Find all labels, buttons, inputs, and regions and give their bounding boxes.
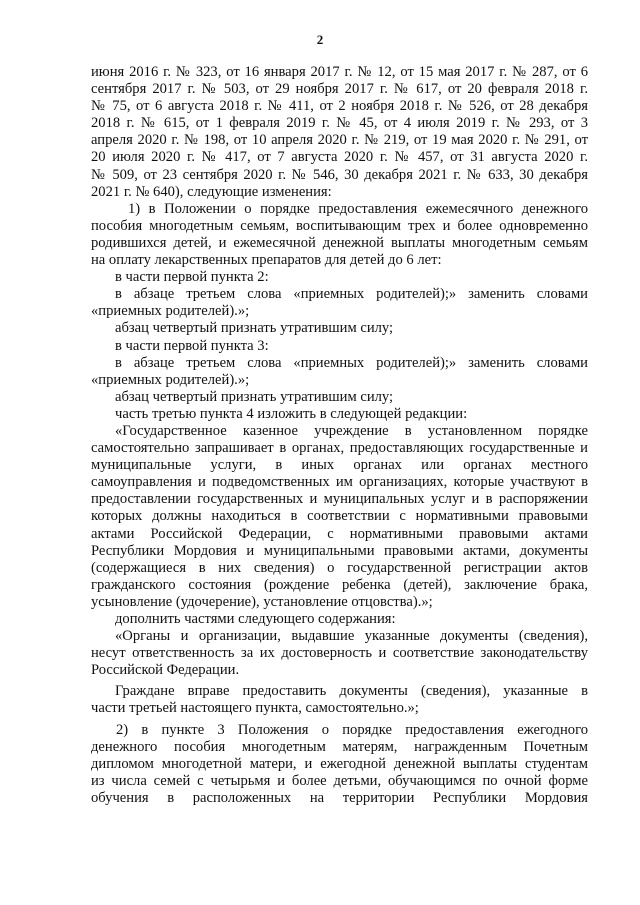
text-line: «Государственное казенное учреждение в установленном порядке bbox=[115, 422, 588, 439]
text-line: часть третью пункта 4 изложить в следующей редакции: bbox=[115, 405, 468, 422]
text-line: «приемных родителей).»; bbox=[91, 371, 250, 388]
text-line: абзац четвертый признать утратившим силу; bbox=[115, 320, 394, 337]
text-line: 1) в Положении о порядке предоставления ежемесячного денежного bbox=[128, 200, 588, 217]
text-line: абзац четвертый признать утратившим силу; bbox=[115, 388, 394, 405]
page-number: 2 bbox=[316, 32, 324, 47]
body-text bbox=[91, 64, 588, 807]
text-line: Российской Федерации. bbox=[91, 662, 240, 679]
text-line: муниципальные услуги, в иных органах или органах местного bbox=[91, 457, 588, 474]
text-line: в части первой пункта 3: bbox=[115, 337, 269, 354]
text-line: сентября 2017 г. № 503, от 29 ноября 2017 г. № 617, от 20 февраля 2018 г. bbox=[91, 81, 588, 98]
text-line: которых должны находиться в соответствии с нормативными правовыми bbox=[91, 508, 588, 525]
text-line: усыновление (удочерение), установление отцовства).»; bbox=[91, 593, 433, 610]
text-line: несут ответственность за их достоверность и соответствие законодательству bbox=[91, 645, 588, 662]
text-line: в части первой пункта 2: bbox=[115, 269, 269, 286]
text-line: дипломом многодетной матери, и ежегодной денежной выплаты студентам bbox=[91, 755, 588, 772]
text-line: (содержащиеся в них сведения) о государственной регистрации актов bbox=[91, 559, 588, 576]
text-line: дополнить частями следующего содержания: bbox=[115, 611, 396, 627]
text-line: № 509, от 23 сентября 2020 г. № 546, 30 декабря 2021 г. № 633, 30 декабря bbox=[91, 166, 588, 183]
text-line: «приемных родителей).»; bbox=[91, 303, 250, 320]
text-line: из числа семей с четырьмя и более детьми, обучающимся по очной форме bbox=[91, 772, 588, 789]
text-line: актами Российской Федерации, с нормативными правовыми актами bbox=[91, 525, 588, 542]
text-line: «Органы и организации, выдавшие указанные документы (сведения), bbox=[115, 628, 588, 645]
text-line: Граждане вправе предоставить документы (сведения), указанные в bbox=[115, 683, 588, 700]
text-line: № 75, от 6 августа 2018 г. № 411, от 2 ноября 2018 г. № 526, от 28 декабря bbox=[91, 98, 588, 115]
text-line: 20 июля 2020 г. № 417, от 7 августа 2020 г. № 457, от 31 августа 2020 г. bbox=[91, 149, 588, 166]
text-line: денежного пособия многодетным матерям, награжденным Почетным bbox=[91, 738, 588, 755]
text-line: апреля 2020 г. № 198, от 10 апреля 2020 г. № 219, от 19 мая 2020 г. № 291, от bbox=[91, 132, 588, 149]
text-line: Республики Мордовия и муниципальными правовыми актами, документы bbox=[91, 542, 588, 559]
text-line: самоуправления и подведомственных им организациях, которые участвуют в bbox=[91, 474, 588, 491]
text-line: 2) в пункте 3 Положения о порядке предоставления ежегодного bbox=[116, 721, 588, 738]
text-line: предоставлении государственных и муниципальных услуг и в распоряжении bbox=[91, 491, 588, 508]
text-line: обучения в расположенных на территории Республики Мордовия bbox=[91, 789, 588, 806]
text-line: гражданского состояния (рождение ребенка (детей), заключение брака, bbox=[91, 576, 588, 593]
text-line: пособия многодетным семьям, воспитывающим трех и более одновременно bbox=[91, 217, 588, 234]
text-line: на оплату лекарственных препаратов для детей до 6 лет: bbox=[91, 252, 442, 269]
text-line: в абзаце третьем слова «приемных родителей);» заменить словами bbox=[115, 286, 588, 303]
text-line: в абзаце третьем слова «приемных родителей);» заменить словами bbox=[115, 354, 588, 371]
text-line: 2018 г. № 615, от 1 февраля 2019 г. № 45, от 4 июля 2019 г. № 293, от 3 bbox=[91, 115, 588, 132]
text-line: 2021 г. № 640), следующие изменения: bbox=[91, 183, 332, 200]
text-line: родившихся детей, и ежемесячной денежной выплаты многодетным семьям bbox=[91, 234, 588, 251]
text-line: части третьей настоящего пункта, самостоятельно.»; bbox=[91, 700, 419, 717]
text-line: июня 2016 г. № 323, от 16 января 2017 г. № 12, от 15 мая 2017 г. № 287, от 6 bbox=[91, 64, 588, 80]
text-line: самостоятельно запрашивает в органах, предоставляющих государственные и bbox=[91, 440, 588, 457]
